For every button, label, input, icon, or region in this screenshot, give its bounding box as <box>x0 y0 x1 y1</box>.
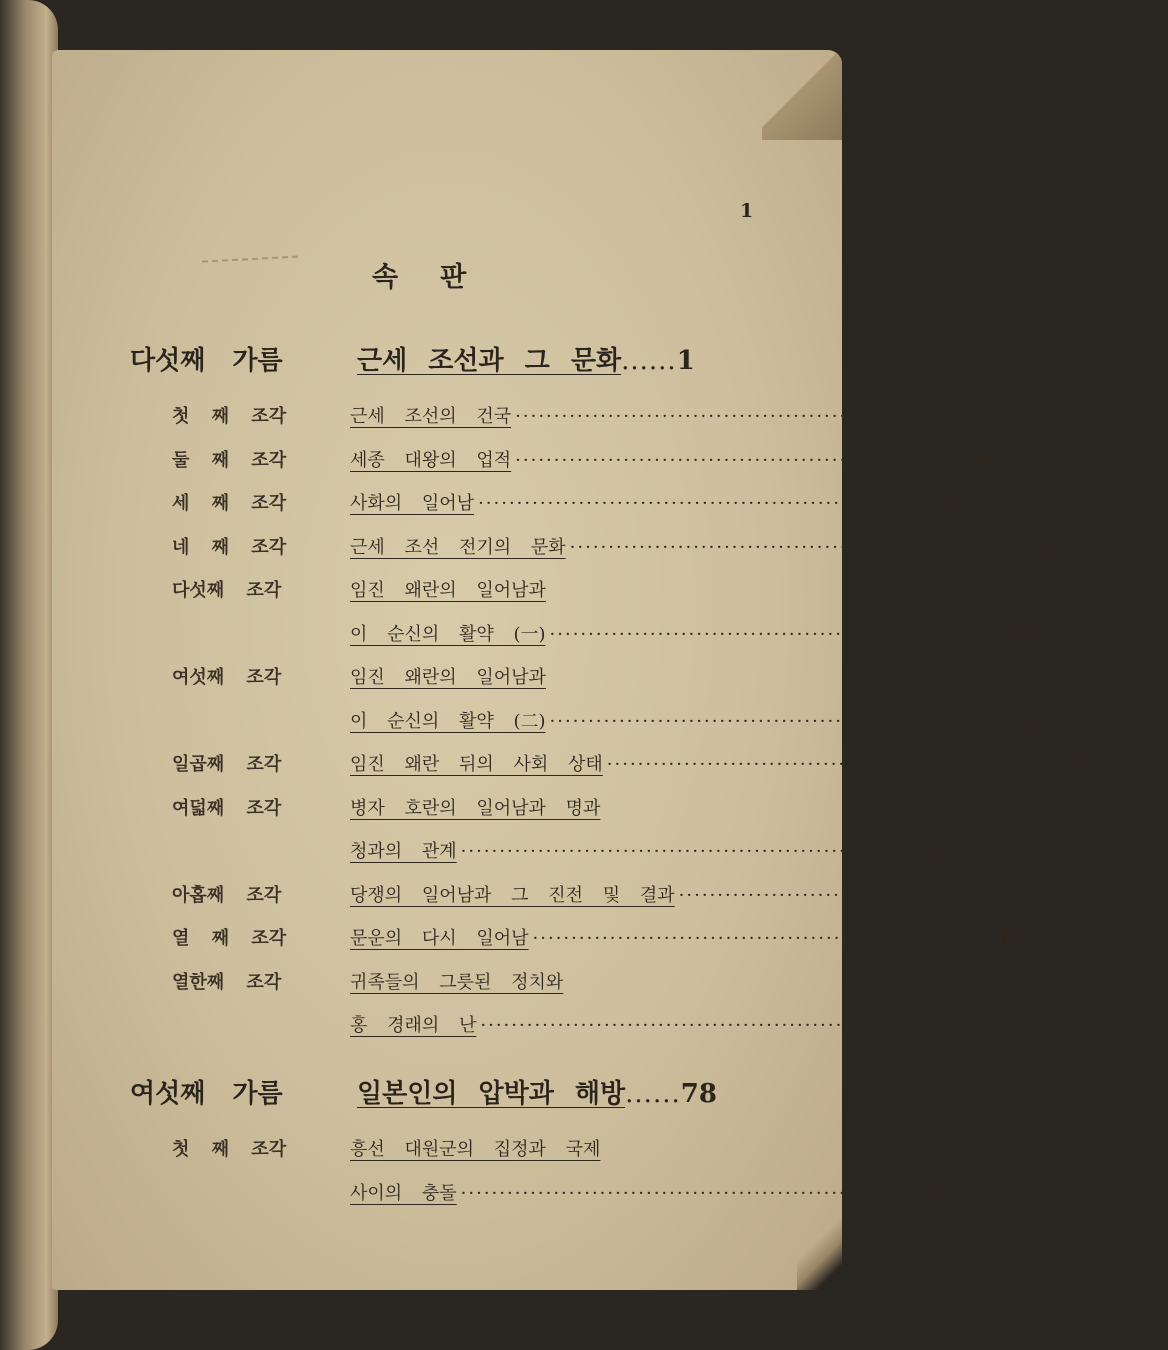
toc-entry-row[interactable] <box>52 750 1096 790</box>
section-label: 열한째 조각 <box>172 971 282 993</box>
worn-bottom-corner <box>797 1210 842 1290</box>
entry-title-text: 임진 왜란 뒤의 사회 상태 <box>350 754 603 775</box>
page-title: 속판 <box>372 262 509 293</box>
pencil-mark <box>202 255 302 262</box>
part-label: 여섯째 가름 <box>130 1079 283 1109</box>
dot-leader: ···························································· <box>569 536 1033 558</box>
toc-entry-row[interactable] <box>52 707 1039 747</box>
book-page <box>52 50 1168 1290</box>
entry-title-text: 근세 조선 전기의 문화 <box>350 536 566 558</box>
entry-title[interactable] <box>350 1179 950 1205</box>
toc-entry-row[interactable] <box>52 968 842 1008</box>
entry-title[interactable] <box>350 489 968 515</box>
dot-leader: ···························································· <box>478 493 942 514</box>
entry-page-number: 67 <box>997 929 1022 949</box>
entry-page-number: 51 <box>1072 755 1096 775</box>
entry-title-text: 병자 호란의 일어남과 명과 <box>350 797 601 819</box>
worn-page-corner <box>762 50 842 140</box>
entry-page-number: 1 <box>980 407 993 427</box>
entry-title-text: 흥선 대원군의 집정과 국제 <box>350 1139 601 1160</box>
toc-entry-row[interactable] <box>52 576 842 616</box>
entry-title-text: 홍 경래의 난 <box>350 1015 477 1036</box>
dot-leader: ···························································· <box>515 449 979 471</box>
part-title-text: 근세 조선과 그 문화 <box>357 346 622 376</box>
entry-title-text: 근세 조선의 건국 <box>350 406 512 427</box>
dot-leader: ···························································· <box>606 754 1071 775</box>
section-label: 다섯째 조각 <box>172 580 282 601</box>
entry-title-text: 사이의 충돌 <box>350 1182 457 1204</box>
dot-leader: ···························································· <box>480 1015 944 1036</box>
part-title[interactable] <box>357 340 695 377</box>
entry-page-number: 44 <box>1014 711 1039 732</box>
entry-title-text: 청과의 관계 <box>350 841 457 862</box>
previous-page-edge <box>0 0 58 1350</box>
section-label: 첫 째 조각 <box>172 1139 287 1160</box>
entry-title-text: 임진 왜란의 일어남과 <box>350 580 546 601</box>
entry-title[interactable] <box>350 620 1039 646</box>
dot-leader: ···························································· <box>549 710 1013 732</box>
section-label: 여덟째 조각 <box>172 797 282 819</box>
dot-leader: ···························································· <box>460 1182 924 1204</box>
toc-entry-row[interactable] <box>52 1135 842 1175</box>
section-label: 세 째 조각 <box>172 493 287 514</box>
page-number: 1 <box>740 200 754 222</box>
entry-title[interactable] <box>350 881 1168 907</box>
dot-leader: ...... <box>625 1079 681 1109</box>
entry-page-number: 73 <box>945 1016 970 1036</box>
entry-title-text: 세종 대왕의 업적 <box>350 449 512 471</box>
entry-title[interactable] <box>350 576 765 602</box>
entry-title[interactable] <box>350 402 993 428</box>
toc-entry-row[interactable] <box>52 1179 950 1219</box>
toc-entry-row[interactable] <box>52 533 1059 573</box>
toc-entry-row[interactable] <box>52 1011 970 1051</box>
entry-page-number: 65 <box>1143 885 1168 906</box>
toc-entry-row[interactable] <box>52 620 1039 660</box>
toc-entry-row[interactable] <box>52 837 950 877</box>
toc-entry-row[interactable] <box>52 924 1022 964</box>
entry-title-text: 임진 왜란의 일어남과 <box>350 667 546 688</box>
section-label: 첫 째 조각 <box>172 406 287 427</box>
entry-title-text: 문운의 다시 일어남 <box>350 928 529 949</box>
toc-entry-row[interactable] <box>52 881 1168 921</box>
dot-leader: ···························································· <box>460 841 924 862</box>
entry-page-number: 78 <box>925 1183 950 1204</box>
toc-entry-row[interactable] <box>52 489 968 529</box>
entry-title[interactable] <box>350 1011 970 1037</box>
entry-title-text: 이 순신의 활약 (一) <box>350 623 546 645</box>
section-label: 일곱째 조각 <box>172 754 282 775</box>
toc-entry-row[interactable] <box>52 402 993 442</box>
part-title[interactable] <box>357 1073 717 1110</box>
dot-leader: ···························································· <box>515 406 979 427</box>
entry-page-number: 58 <box>925 842 950 862</box>
part-page-number: 78 <box>680 1079 717 1109</box>
part-label: 다섯째 가름 <box>130 346 283 376</box>
part-row[interactable] <box>52 340 842 380</box>
entry-page-number: 23 <box>1034 537 1059 558</box>
part-page-number: 1 <box>676 346 695 376</box>
entry-title-text: 당쟁의 일어남과 그 진전 및 결과 <box>350 884 675 906</box>
entry-title-text: 이 순신의 활약 (二) <box>350 710 546 732</box>
entry-title[interactable] <box>350 707 1039 733</box>
section-label: 둘 째 조각 <box>172 449 287 471</box>
toc-entry-row[interactable] <box>52 663 842 703</box>
entry-title[interactable] <box>350 1135 765 1161</box>
toc-entry-row[interactable] <box>52 794 842 834</box>
entry-page-number: 35 <box>1014 624 1039 645</box>
dot-leader: ···························································· <box>549 623 1013 645</box>
section-label: 열 째 조각 <box>172 928 287 949</box>
dot-leader: ···························································· <box>532 928 996 949</box>
entry-title-text: 사화의 일어남 <box>350 493 475 514</box>
section-label: 네 째 조각 <box>172 536 287 558</box>
entry-page-number: 6 <box>980 450 993 471</box>
dot-leader: ···························································· <box>678 884 1142 906</box>
entry-page-number: 16 <box>943 494 968 514</box>
part-row[interactable] <box>52 1073 842 1113</box>
entry-title[interactable] <box>350 533 1059 559</box>
entry-title[interactable] <box>350 750 1096 776</box>
entry-title[interactable] <box>350 663 765 689</box>
entry-title[interactable] <box>350 968 765 994</box>
toc-entry-row[interactable] <box>52 446 993 486</box>
entry-title[interactable] <box>350 837 950 863</box>
entry-title[interactable] <box>350 446 993 472</box>
entry-title[interactable] <box>350 794 765 820</box>
dot-leader: ...... <box>621 346 677 376</box>
entry-title-text: 귀족들의 그릇된 정치와 <box>350 971 564 993</box>
section-label: 아홉째 조각 <box>172 884 282 906</box>
section-label: 여섯째 조각 <box>172 667 282 688</box>
entry-title[interactable] <box>350 924 1022 950</box>
part-title-text: 일본인의 압박과 해방 <box>357 1079 626 1109</box>
